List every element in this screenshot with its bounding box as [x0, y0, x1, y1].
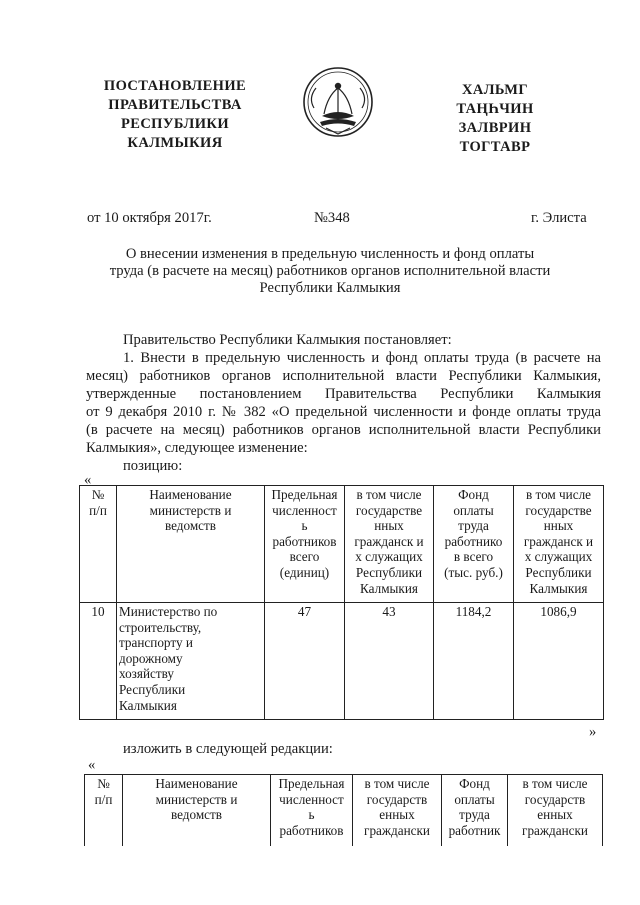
paragraph-line: (в расчете на месяц) работников органов исполнительной власти Республики [86, 422, 601, 438]
header-text: ведомств [170, 807, 223, 823]
header-text: Фонд [459, 776, 490, 791]
replace-label: изложить в следующей редакции: [123, 741, 333, 757]
header-text: в всего [453, 549, 494, 565]
header-text: Предельная [271, 487, 338, 502]
header-text: министерств и [155, 791, 238, 807]
header-text: (тыс. руб.) [444, 564, 503, 580]
header-text: х служащих [524, 549, 593, 565]
header-text: Предельная [278, 776, 345, 791]
title-line: труда (в расчете на месяц) работников органов исполнительной власти [109, 263, 551, 279]
header-right-line: ХАЛЬМГ [461, 82, 529, 98]
header-text: работнико [444, 533, 503, 549]
header-civil-headcount [345, 486, 434, 603]
table-header-row [85, 775, 603, 846]
ministry-name-line: строительству, [119, 619, 202, 635]
header-text: в том числе [522, 776, 588, 791]
header-text: х служащих [355, 549, 423, 565]
header-text: енных [379, 807, 415, 823]
row-ministry-name [117, 603, 265, 720]
row-headcount: 47 [265, 603, 345, 720]
intro-text: Правительство Республики Калмыкия постановляет: [123, 332, 452, 348]
open-quote: « [84, 472, 92, 488]
header-text: министерств и [149, 502, 232, 518]
header-name [123, 775, 271, 846]
header-text: граждански [522, 822, 588, 838]
title-line: Республики Калмыкия [259, 280, 401, 296]
staffing-table-new [84, 774, 603, 846]
header-text: Фонд [458, 487, 489, 502]
ministry-name-line: Министерство по [119, 604, 218, 619]
header-name [117, 486, 265, 603]
header-text: п/п [89, 502, 107, 518]
ministry-name-line: транспорту и [119, 635, 193, 651]
header-right-line: ТАҢҺЧИН [456, 101, 534, 117]
staffing-table-current [79, 485, 604, 720]
header-text: Наименование [149, 487, 232, 502]
header-text: оплаты [454, 791, 495, 807]
header-right-line: ТОГТАВР [459, 139, 531, 155]
header-left-line: РЕСПУБЛИКИ [120, 116, 230, 132]
header-text: гражданск и [523, 533, 594, 549]
document-title [70, 246, 590, 297]
header-text: численност [279, 791, 344, 807]
header-text: государстве [525, 502, 592, 518]
header-text: нных [543, 518, 574, 534]
row-number: 10 [80, 603, 117, 720]
header-text: государств [366, 791, 428, 807]
header-left-line: КАЛМЫКИЯ [127, 135, 223, 151]
document-city: г. Элиста [531, 210, 587, 226]
header-text: нных [374, 518, 404, 534]
header-text: енных [537, 807, 573, 823]
header-text: государств [524, 791, 586, 807]
header-headcount [265, 486, 345, 603]
header-text: (единиц) [279, 564, 330, 580]
header-text: труда [458, 518, 489, 534]
header-civil-headcount [353, 775, 442, 846]
header-number [85, 775, 123, 846]
header-text: работников [272, 533, 337, 549]
document-date: от 10 октября 2017г. [87, 210, 212, 226]
header-right [440, 81, 550, 157]
emblem-of-kalmykia-icon [302, 64, 374, 140]
header-text: государстве [355, 502, 423, 518]
position-label: позицию: [123, 458, 183, 474]
header-text: ь [301, 518, 308, 534]
header-number [80, 486, 117, 603]
header-fund [434, 486, 514, 603]
header-text: Калмыкия [529, 580, 588, 596]
header-left [100, 77, 250, 153]
paragraph-line: утвержденные постановлением Правительства Республики Калмыкия [86, 386, 601, 402]
header-left-line: ПРАВИТЕЛЬСТВА [108, 97, 242, 113]
header-text: гражданск и [354, 533, 424, 549]
header-text: Калмыкия [360, 580, 418, 596]
ministry-name-line: Республики [119, 681, 186, 697]
header-text: п/п [94, 791, 113, 807]
header-text: в том числе [525, 487, 592, 502]
table-row [80, 603, 604, 720]
header-text: в том числе [364, 776, 430, 791]
title-line: О внесении изменения в предельную численность и фонд оплаты [125, 246, 535, 262]
header-text: Республики [355, 564, 423, 580]
paragraph-line: 1. Внести в предельную численность и фонд оплаты труда (в расчете на [123, 350, 601, 366]
ministry-name-line: дорожному [119, 650, 183, 666]
header-text: всего [289, 549, 320, 565]
header-text: труда [459, 807, 490, 823]
paragraph-last-line: Калмыкия», следующее изменение: [86, 440, 308, 456]
header-text: граждански [364, 822, 430, 838]
header-text: в том числе [356, 487, 422, 502]
table-header-row [80, 486, 604, 603]
header-text: ведомств [164, 518, 217, 534]
open-quote-2: « [88, 757, 96, 773]
paragraph-line: от 9 декабря 2010 г. № 382 «О предельной численности и фонде оплаты труда [86, 404, 601, 420]
header-civil-fund [508, 775, 603, 846]
paragraph-line: месяц) работников органов исполнительной власти Республики Калмыкия, [86, 368, 601, 384]
header-text: № [91, 487, 105, 502]
row-civil-headcount: 43 [345, 603, 434, 720]
header-text: Наименование [155, 776, 238, 791]
header-left-line: ПОСТАНОВЛЕНИЕ [103, 78, 247, 94]
header-text: оплаты [453, 502, 494, 518]
header-right-line: ЗАЛВРИН [458, 120, 532, 136]
ministry-name-line: хозяйству [119, 666, 175, 682]
header-text: ь [308, 807, 315, 823]
header-headcount [271, 775, 353, 846]
header-civil-fund [514, 486, 604, 603]
header-text: работник [448, 822, 501, 838]
ministry-name-line: Калмыкия [119, 697, 177, 713]
close-quote: » [589, 724, 597, 740]
row-civil-fund: 1086,9 [514, 603, 604, 720]
document-number: №348 [314, 210, 350, 226]
header-text: № [97, 776, 110, 791]
header-text: численност [272, 502, 337, 518]
header-fund [442, 775, 508, 846]
row-fund: 1184,2 [434, 603, 514, 720]
header-text: работников [279, 822, 344, 838]
header-text: Республики [525, 564, 592, 580]
